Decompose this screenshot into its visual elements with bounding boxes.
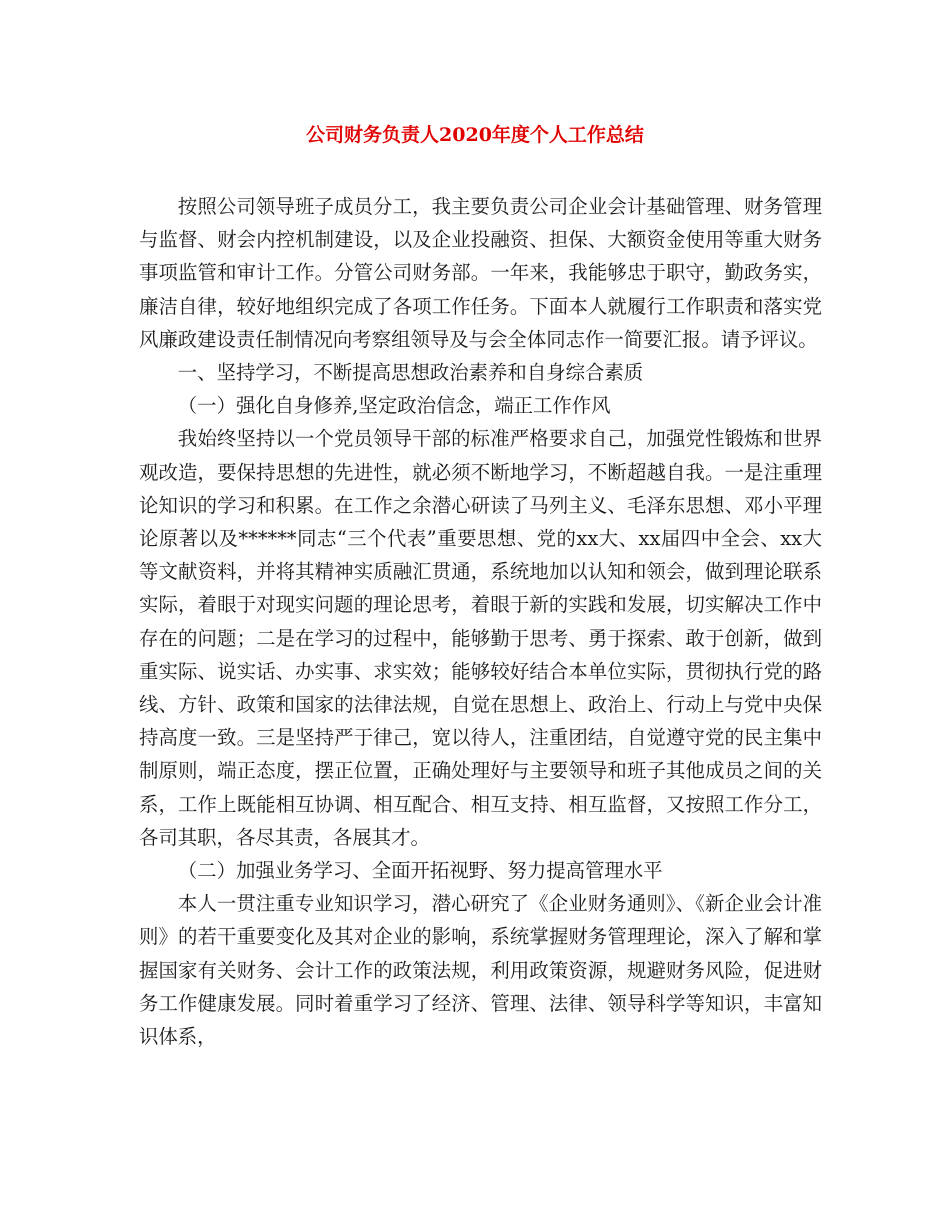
subsection-heading-1: （一）强化自身修养,坚定政治信念，端正工作作风 [177,394,611,418]
document-title: 公司财务负责人2020年度个人工作总结 [306,124,644,146]
subsection-heading-2: （二）加强业务学习、全面开拓视野、努力提高管理水平 [177,859,663,883]
paragraph-intro: 按照公司领导班子成员分工，我主要负责公司企业会计基础管理、财务管理与监督、财会内控机制建设，以及企业投融资、担保、大额资金使用等重大财务事项监管和审计工作。分管公司财务部。一年来，我能够忠于职守，勤政务实，廉洁自律，较好地组织完成了各项工作任务。下面本人就履行工作职责和落实党风廉政建设责任制情况向考察组领导及与会全体同志作一简要汇报。请予评议。 [139,195,822,351]
paragraph-study: 我始终坚持以一个党员领导干部的标准严格要求自己，加强党性锻炼和世界观改造，要保持思想的先进性，就必须不断地学习，不断超越自我。一是注重理论知识的学习和积累。在工作之余潜心研读了马列主义、毛泽东思想、邓小平理论原著以及******同志“三个代表”重要思想、党的xx大、xx届四中全会、xx大等文献资料，并将其精神实质融汇贯通，系统地加以认知和领会，做到理论联系实际，着眼于对现实问题的理论思考，着眼于新的实践和发展，切实解决工作中存在的问题；二是在学习的过程中，能够勤于思考、勇于探索、敢于创新，做到重实际、说实话、办实事、求实效；能够较好结合本单位实际，贯彻执行党的路线、方针、政策和国家的法律法规，自觉在思想上、政治上、行动上与党中央保持高度一致。三是坚持严于律己，宽以待人，注重团结，自觉遵守党的民主集中制原则，端正态度，摆正位置，正确处理好与主要领导和班子其他成员之间的关系，工作上既能相互协调、相互配合、相互支持、相互监督，又按照工作分工，各司其职，各尽其责，各展其才。 [139,427,822,849]
paragraph-business: 本人一贯注重专业知识学习，潜心研究了《企业财务通则》、《新企业会计准则》的若干重要变化及其对企业的影响，系统掌握财务管理理论，深入了解和掌握国家有关财务、会计工作的政策法规，利用政策资源，规避财务风险，促进财务工作健康发展。同时着重学习了经济、管理、法律、领导科学等知识，丰富知识体系， [139,892,822,1049]
section-heading-1: 一、坚持学习，不断提高思想政治素养和自身综合素质 [177,361,644,385]
document-body [139,190,822,1053]
